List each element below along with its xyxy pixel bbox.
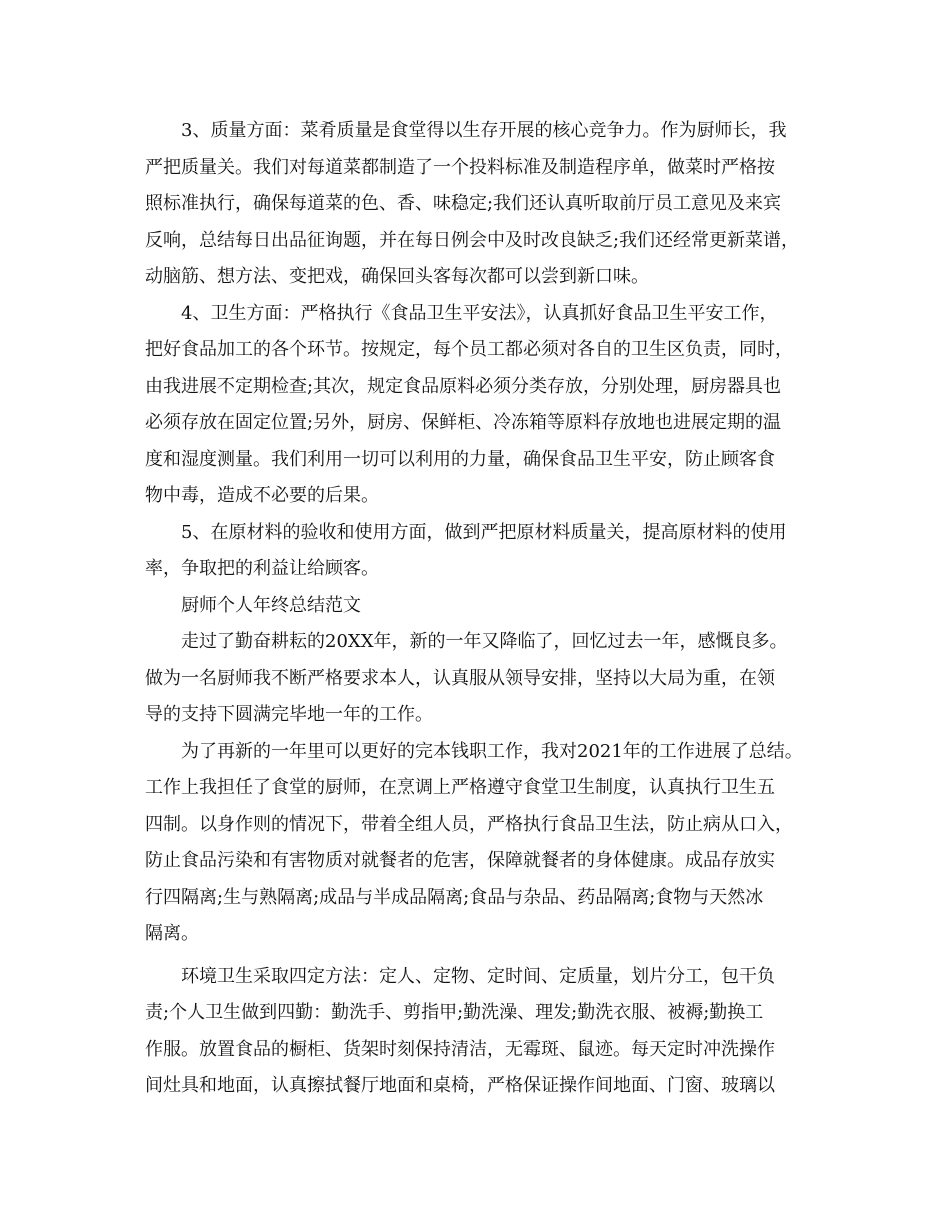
paragraph-environment-line: 环境卫生采取四定方法：定人、定物、定时间、定质量，划片分工，包干负 [181, 965, 775, 987]
paragraph-materials-line: 5、在原材料的验收和使用方面，做到严把原材料质量关，提高原材料的使用 [181, 521, 787, 543]
paragraph-work-line: 隔离。 [145, 923, 199, 944]
paragraph-quality-line: 反响，总结每日出品征询题，并在每日例会中及时改良缺乏;我们还经常更新菜谱， [145, 229, 800, 251]
paragraph-quality-line: 照标准执行，确保每道菜的色、香、味稳定;我们还认真听取前厅员工意见及来宾 [145, 193, 782, 214]
paragraph-work-line: 为了再新的一年里可以更好的完本钱职工作，我对2021年的工作进展了总结。 [181, 740, 803, 762]
paragraph-intro-line: 走过了勤奋耕耘的20XX年，新的一年又降临了，回忆过去一年，感慨良多。 [181, 631, 788, 652]
paragraph-quality-line: 3、质量方面：菜肴质量是食堂得以生存开展的核心竞争力。作为厨师长，我 [181, 120, 787, 141]
paragraph-work-line: 工作上我担任了食堂的厨师，在烹调上严格遵守食堂卫生制度，认真执行卫生五 [145, 777, 775, 798]
paragraph-work-line: 防止食品污染和有害物质对就餐者的危害，保障就餐者的身体健康。成品存放实 [145, 850, 775, 871]
paragraph-quality-line: 严把质量关。我们对每道菜都制造了一个投料标准及制造程序单，做菜时严格按 [145, 156, 775, 178]
paragraph-hygiene-line: 把好食品加工的各个环节。按规定，每个员工都必须对各自的卫生区负责，同时， [145, 339, 793, 360]
document-body [145, 113, 810, 1105]
paragraph-work-line: 行四隔离;生与熟隔离;成品与半成品隔离;食品与杂品、药品隔离;食物与天然冰 [145, 886, 764, 908]
paragraph-intro-line: 做为一名厨师我不断严格要求本人，认真服从领导安排，坚持以大局为重，在领 [145, 667, 775, 689]
paragraph-intro-line: 导的支持下圆满完毕地一年的工作。 [145, 704, 433, 725]
paragraph-hygiene-line: 度和湿度测量。我们利用一切可以利用的力量，确保食品卫生平安，防止顾客食 [145, 448, 775, 470]
paragraph-hygiene-line: 必须存放在固定位置;另外，厨房、保鲜柜、冷冻箱等原料存放地也进展定期的温 [145, 412, 782, 433]
paragraph-hygiene-line: 由我进展不定期检查;其次，规定食品原料必须分类存放，分别处理，厨房器具也 [145, 375, 782, 397]
paragraph-hygiene-line: 4、卫生方面：严格执行《食品卫生平安法》，认真抓好食品卫生平安工作， [181, 302, 778, 324]
paragraph-quality-line: 动脑筋、想方法、变把戏，确保回头客每次都可以尝到新口味。 [145, 266, 649, 287]
paragraph-hygiene-line: 物中毒，造成不必要的后果。 [145, 485, 379, 506]
paragraph-environment-line: 作服。放置食品的橱柜、货架时刻保持清洁，无霉斑、鼠迹。每天定时冲洗操作 [145, 1038, 775, 1060]
section-heading: 厨师个人年终总结范文 [181, 594, 361, 616]
paragraph-environment-line: 责;个人卫生做到四勤：勤洗手、剪指甲;勤洗澡、理发;勤洗衣服、被褥;勤换工 [145, 1002, 764, 1023]
paragraph-materials-line: 率，争取把的利益让给顾客。 [145, 558, 379, 579]
paragraph-work-line: 四制。以身作则的情况下，带着全组人员，严格执行食品卫生法，防止病从口入， [145, 813, 793, 835]
paragraph-environment-line: 间灶具和地面，认真擦拭餐厅地面和桌椅，严格保证操作间地面、门窗、玻璃以 [145, 1075, 775, 1096]
